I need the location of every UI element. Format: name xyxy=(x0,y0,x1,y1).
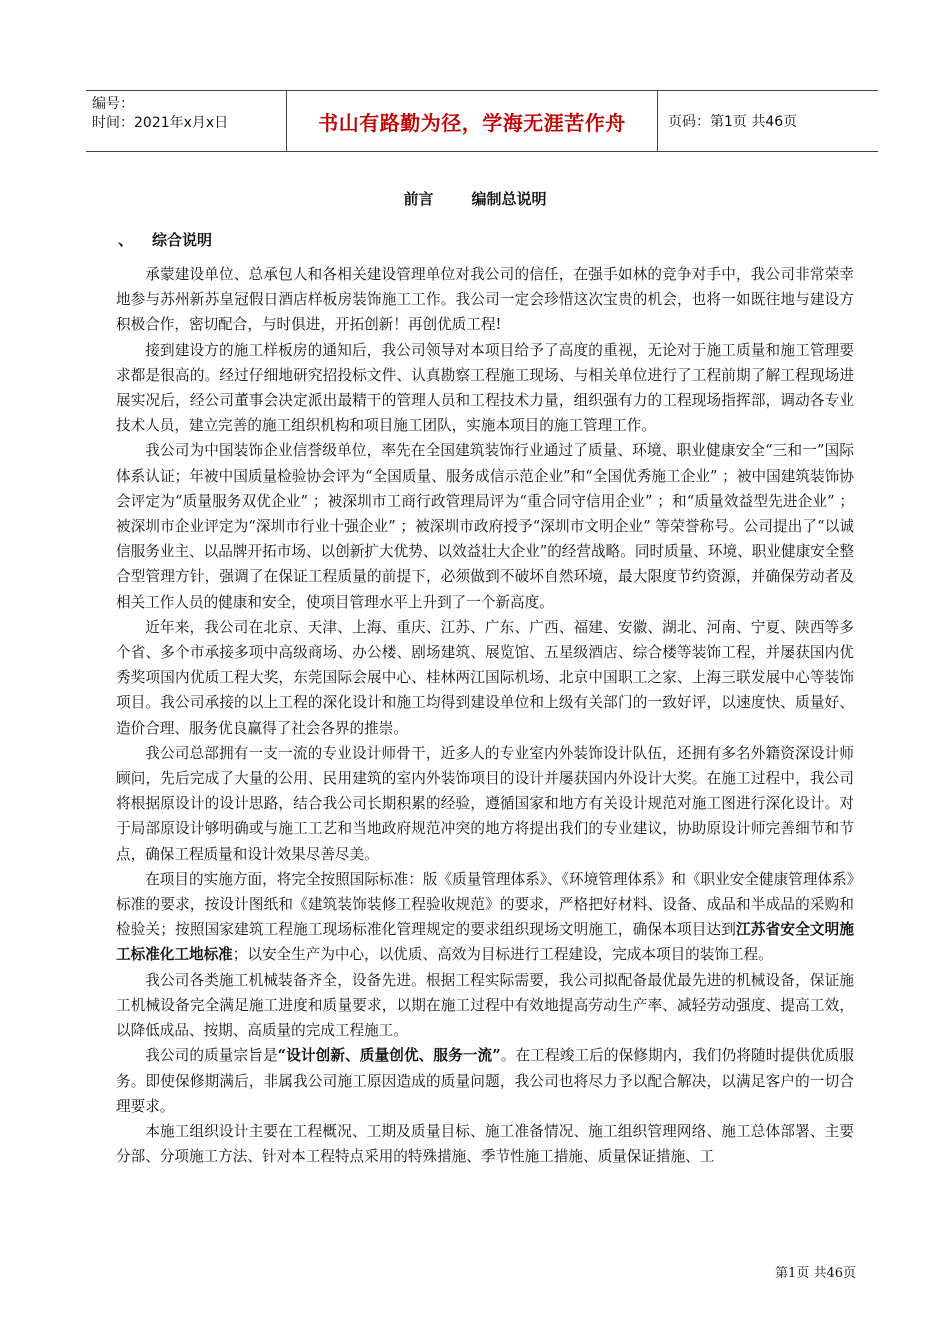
header-page-label: 页码：第1页 共46页 xyxy=(668,114,798,130)
paragraph: 接到建设方的施工样板房的通知后，我公司领导对本项目给予了高度的重视，无论对于施工质量和施工管理要求都是很高的。经过仔细地研究招投标文件、认真勘察工程施工现场、与相关单位进行了工程前期了解工程现场进展实况后，经公司董事会决定派出最精干的管理人员和工程技术力量，组织强有力的工程现场指挥部，调动各专业技术人员，建立完善的施工组织机构和项目施工团队，实施本项目的施工管理工作。 xyxy=(116,341,854,435)
header-meta xyxy=(86,91,286,151)
paragraph-text: ；以安全生产为中心，以优质、高效为目标进行工程建设，完成本项目的装饰工程。 xyxy=(232,946,773,964)
paragraph xyxy=(116,1043,854,1119)
section-heading xyxy=(118,229,212,250)
paragraph: 我公司总部拥有一支一流的专业设计师骨干，近多人的专业室内外装饰设计队伍，还拥有多名外籍资深设计师顾问，先后完成了大量的公用、民用建筑的室内外装饰项目的设计并屡获国内外设计大奖。在施工过程中，我公司将根据原设计的设计思路，结合我公司长期积累的经验，遵循国家和地方有关设计规范对施工图进行深化设计。对于局部原设计够明确或与施工工艺和当地政府规范冲突的地方将提出我们的专业建议，协助原设计师完善细节和节点，确保工程质量和设计效果尽善尽美。 xyxy=(116,744,854,863)
section-number: 、 xyxy=(118,231,134,249)
paragraph: 我公司各类施工机械装备齐全，设备先进。根据工程实际需要，我公司拟配备最优最先进的机械设备，保证施工机械设备完全满足施工进度和质量要求，以期在施工过程中有效地提高劳动生产率、减轻劳动强度、提高工效，以降低成品、按期、高质量的完成工程施工。 xyxy=(116,971,854,1040)
body-text xyxy=(116,262,854,1169)
title-part-1: 前言 xyxy=(403,190,434,208)
bold-standard-text: 江苏省安全文明施工标准化工地标准 xyxy=(116,921,854,964)
paragraph: 近年来，我公司在北京、天津、上海、重庆、江苏、广东、广西、福建、安徽、湖北、河南、宁夏、陕西等多个省、多个市承接多项中高级商场、办公楼、剧场建筑、展览馆、五星级酒店、综合楼等装饰工程，并屡获国内优秀奖项国内优质工程大奖，东莞国际会展中心、桂林两江国际机场、北京中国职工之家、上海三联发展中心等装饰项目。我公司承接的以上工程的深化设计和施工均得到建设单位和上级有关部门的一致好评，以速度快、质量好、造价合理、服务优良赢得了社会各界的推崇。 xyxy=(116,618,854,737)
document-title xyxy=(0,188,950,209)
paragraph: 我公司为中国装饰企业信誉级单位，率先在全国建筑装饰行业通过了质量、环境、职业健康安全“三和一”国际体系认证；年被中国质量检验协会评为“全国质量、服务成信示范企业”和“全国优秀施工企业” ；被中国建筑装饰协会评定为“质量服务双优企业” ；被深圳市工商行政管理局评为“重合同守信用企业” ；和“质量效益型先进企业” ；被深圳市企业评定为“深圳市行业十强企业” ；被深圳市政府授予“深圳市文明企业” 等荣誉称号。公司提出了“以诚信服务业主、以品牌开拓市场、以创新扩大优势、以效益壮大企业”的经营战略。同时质量、环境、职业健康安全整合型管理方针，强调了在保证工程质量的前提下，必须做到不破坏自然环境，最大限度节约资源，并确保劳动者及相关工作人员的健康和安全，使项目管理水平上升到了一个新高度。 xyxy=(116,442,854,611)
time-label: 时间：2021年x月x日 xyxy=(92,115,229,131)
paragraph: 承蒙建设单位、总承包人和各相关建设管理单位对我公司的信任，在强手如林的竞争对手中，我公司非常荣幸地参与苏州新苏皇冠假日酒店样板房装饰施工工作。我公司一定会珍惜这次宝贵的机会，也将一如既往地与建设方积极合作，密切配合，与时俱进，开拓创新！再创优质工程! xyxy=(116,266,854,334)
title-part-2: 编制总说明 xyxy=(471,190,547,208)
bold-quality-motto: “设计创新、质量创优、服务一流” xyxy=(277,1047,501,1065)
paragraph: 本施工组织设计主要在工程概况、工期及质量目标、施工准备情况、施工组织管理网络、施工总体部署、主要分部、分项施工方法、针对本工程特点采用的特殊措施、季节性施工措施、质量保证措施、工 xyxy=(116,1122,854,1166)
paragraph-text: 我公司的质量宗旨是 xyxy=(145,1047,278,1065)
paragraph-text: 。在工程竣工后的保修期内，我们仍将随时提供优质服务。即使保修期满后，非属我公司施工原因造成的质量问题，我公司也将尽力予以配合解决，以满足客户的一切合理要求。 xyxy=(116,1047,854,1115)
header-table xyxy=(86,90,878,152)
number-label: 编号： xyxy=(92,96,134,112)
section-title: 综合说明 xyxy=(152,231,213,249)
paragraph xyxy=(116,867,854,968)
footer-page-number: 第1页 共46页 xyxy=(775,1266,856,1281)
paragraph-text: 在项目的实施方面，将完全按照国际标准：版《质量管理体系》、《环境管理体系》和《职业安全健康管理体系》标准的要求，按设计图纸和《建筑装饰装修工程验收规范》的要求，严格把好材料、设备、成品和半成品的采购和检验关；按照国家建筑工程施工现场标准化管理规定的要求组织现场文明施工，确保本项目达到 xyxy=(116,870,854,939)
header-motto: 书山有路勤为径，学海无涯苦作舟 xyxy=(286,91,658,151)
